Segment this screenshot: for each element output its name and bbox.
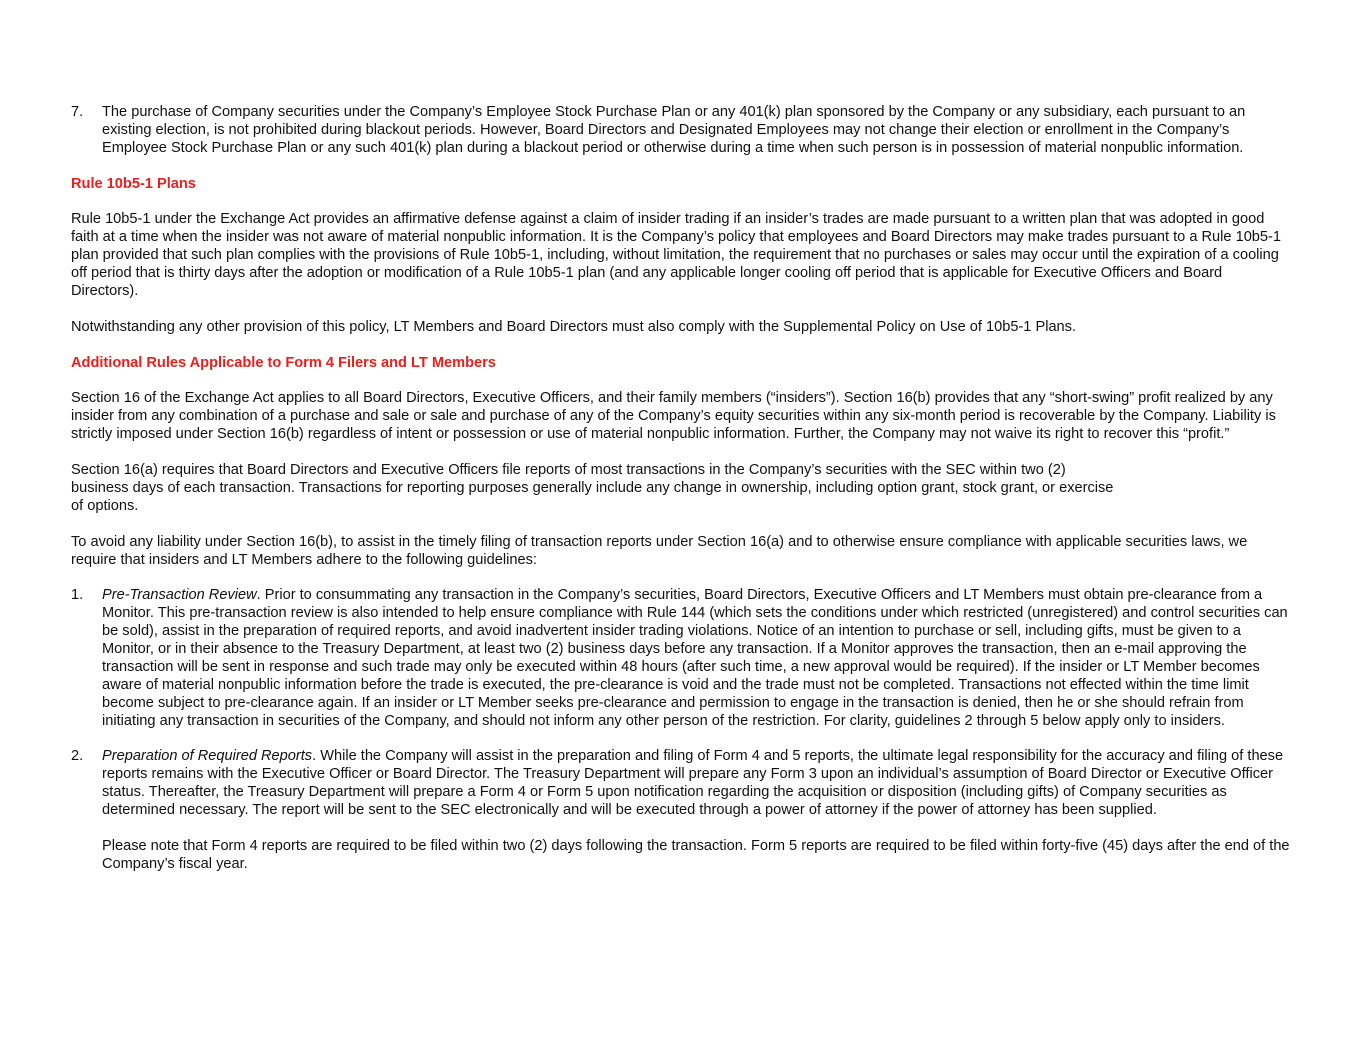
paragraph: Section 16 of the Exchange Act applies to all Board Directors, Executive Officers, and their family members (“insiders”). Section 16(b) provides that any “short-swing” profit realized by any insider from any combination of a purchase and sale or sale and purchase of any of the Company’s equity securities within any six-month period is recoverable by the Company. Liability is strictly imposed under Section 16(b) regardless of intent or possession or use of material nonpublic information. Further, the Company may not waive its right to recover this “profit.” [71, 390, 1276, 443]
paragraph: Notwithstanding any other provision of this policy, LT Members and Board Directors must also comply with the Supplemental Policy on Use of 10b5-1 Plans. [71, 318, 1077, 335]
list-number: 7. [71, 104, 84, 120]
paragraph: To avoid any liability under Section 16(b), to assist in the timely filing of transaction reports under Section 16(a) and to otherwise ensure compliance with applicable securities laws, we require that insiders and LT Members adhere to the following guidelines: [71, 533, 1248, 568]
list-item-7 [71, 104, 1293, 158]
section-heading-form-4-filers: Additional Rules Applicable to Form 4 Filers and LT Members [71, 354, 496, 371]
paragraph-line: Section 16(a) requires that Board Directors and Executive Officers file reports of most transactions in the Company’s securities with the SEC within two (2) [71, 462, 1066, 479]
paragraph-line: of options. [71, 497, 139, 514]
paragraph-section-16a [71, 462, 1293, 516]
guideline-note: Please note that Form 4 reports are required to be filed within two (2) days following the transaction. Form 5 reports are required to be filed within forty-five (45) days after the end of the Company’s fiscal year. [102, 838, 1290, 872]
list-item-text: The purchase of Company securities under the Company’s Employee Stock Purchase Plan or any 401(k) plan sponsored by the Company or any subsidiary, each pursuant to an existing election, is not prohibited during blackout periods. However, Board Directors and Designated Employees may not change their election or enrollment in the Company’s Employee Stock Purchase Plan or any such 401(k) plan during a blackout period or otherwise during a time when such person is in possession of material nonpublic information. [102, 104, 1246, 156]
paragraph: Rule 10b5-1 under the Exchange Act provides an affirmative defense against a claim of insider trading if an insider’s trades are made pursuant to a written plan that was adopted in good faith at a time when the insider was not aware of material nonpublic information. It is the Company’s policy that employees and Board Directors may make trades pursuant to a Rule 10b5-1 plan provided that such plan complies with the provisions of Rule 10b5-1, including, without limitation, the requirement that no purchases or sales may occur until the expiration of a cooling off period that is thirty days after the adoption or modification of a Rule 10b5-1 plan (and any applicable longer cooling off period that is applicable for Executive Officers and Board Directors). [71, 211, 1282, 300]
guideline-item-1 [71, 587, 1293, 730]
document-page [71, 104, 1293, 874]
guideline-title: Pre-Transaction Review [102, 587, 257, 604]
guideline-text: . While the Company will assist in the preparation and filing of Form 4 and 5 reports, the ultimate legal responsibility for the accuracy and filing of these reports remains with the Executive Officer or Board Director. The Treasury Department will prepare any Form 3 upon an individual’s assumption of Board Director or Executive Officer status. Thereafter, the Treasury Department will prepare a Form 4 or Form 5 upon notification regarding the acquisition or disposition (including gifts) of Company securities as determined necessary. The report will be sent to the SEC electronically and will be executed through a power of attorney if the power of attorney has been supplied. [102, 748, 1284, 819]
guideline-item-2 [71, 748, 1293, 820]
list-number: 2. [71, 748, 84, 765]
list-number: 1. [71, 587, 84, 604]
paragraph-line: business days of each transaction. Transactions for reporting purposes generally include any change in ownership, including option grant, stock grant, or exercise [71, 479, 1114, 496]
guideline-title: Preparation of Required Reports [102, 748, 313, 765]
guideline-text: . Prior to consummating any transaction in the Company’s securities, Board Directors, Executive Officers and LT Members must obtain pre-clearance from a Monitor. This pre-transaction review is also intended to help ensure compliance with Rule 144 (which sets the conditions under which restricted (unregistered) and control securities can be sold), assist in the preparation of required reports, and avoid inadvertent insider trading violations. Notice of an intention to purchase or sell, including gifts, must be given to a Monitor, or in their absence to the Treasury Department, at least two (2) business days before any transaction. If a Monitor approves the transaction, then an e-mail approving the transaction will be sent in response and such trade may only be executed within 48 hours (after such time, a new approval would be required). If the insider or LT Member becomes aware of material nonpublic information before the trade is executed, the pre-clearance is void and the trade must not be completed. Transactions not effected within the time limit become subject to pre-clearance again. If an insider or LT Member seeks pre-clearance and permission to engage in the transaction is denied, then he or she should refrain from initiating any transaction in securities of the Company, and should not inform any other person of the restriction. For clarity, guidelines 2 through 5 below apply only to insiders. [102, 587, 1288, 729]
section-heading-rule-10b5-1: Rule 10b5-1 Plans [71, 175, 196, 192]
